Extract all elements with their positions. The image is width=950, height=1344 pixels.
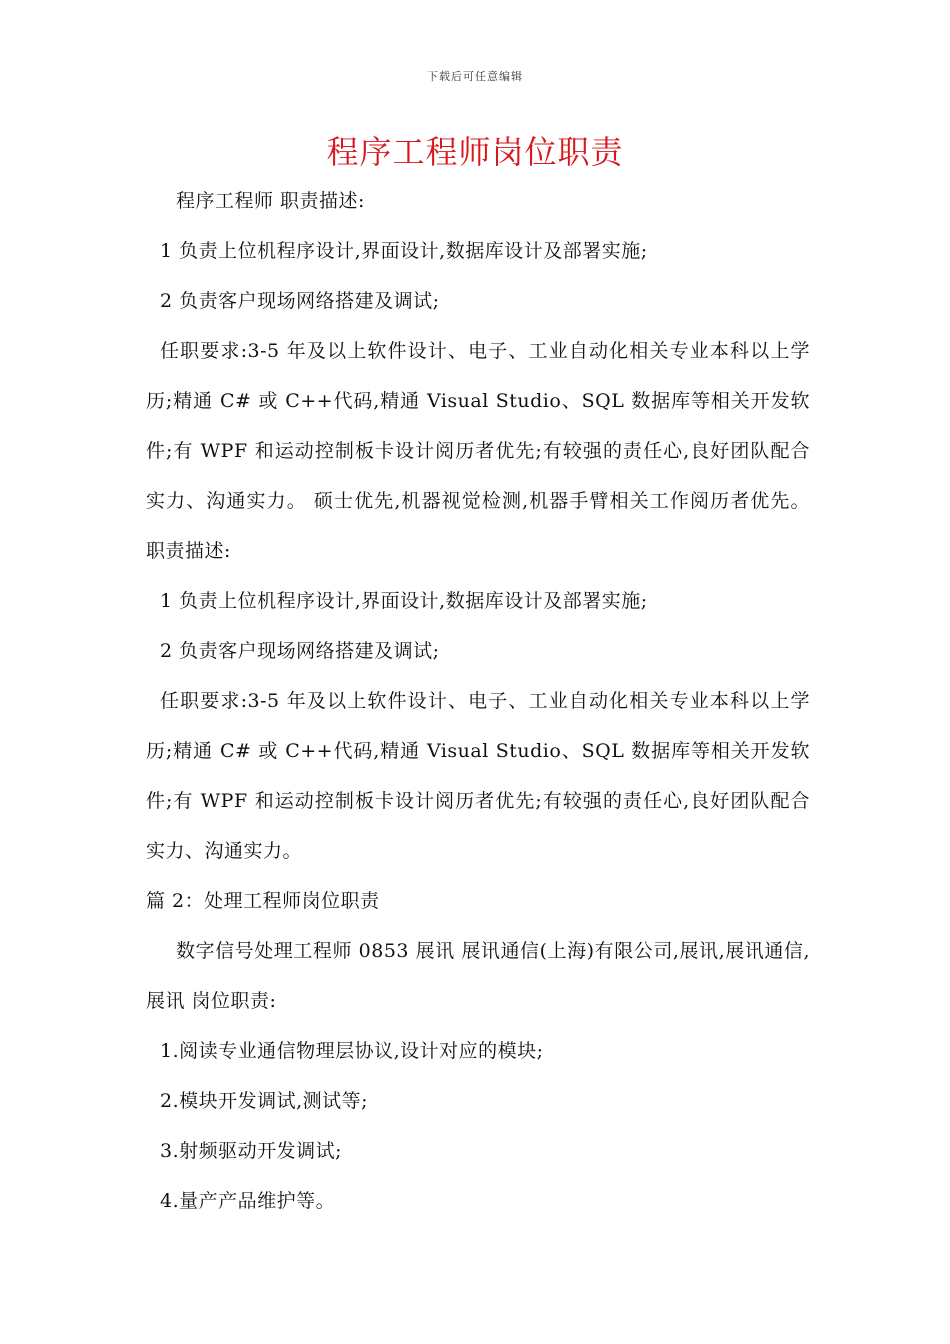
page-header-note: 下载后可任意编辑 — [427, 70, 523, 83]
paragraph: 1 负责上位机程序设计,界面设计,数据库设计及部署实施; — [160, 240, 648, 262]
paragraph: 3.射频驱动开发调试; — [160, 1140, 343, 1162]
paragraph: 任职要求:3-5 年及以上软件设计、电子、工业自动化相关专业本科以上学历;精通 C# 或 C++代码,精通 Visual Studio、SQL 数据库等相关开发软件;有 WPF 和运动控制板卡设计阅历者优先;有较强的责任心,良好团队配合实力、沟通实力。 — [146, 690, 810, 862]
paragraph: 任职要求:3-5 年及以上软件设计、电子、工业自动化相关专业本科以上学历;精通 C# 或 C++代码,精通 Visual Studio、SQL 数据库等相关开发软件;有 WPF 和运动控制板卡设计阅历者优先;有较强的责任心,良好团队配合实力、沟通实力。 硕士优先,机器视觉检测,机器手臂相关工作阅历者优先。 职责描述: — [146, 340, 810, 562]
paragraph: 程序工程师 职责描述: — [176, 190, 365, 212]
paragraph: 4.量产产品维护等。 — [160, 1190, 336, 1212]
paragraph: 2 负责客户现场网络搭建及调试; — [160, 290, 440, 312]
paragraph: 数字信号处理工程师 0853 展讯 展讯通信(上海)有限公司,展讯,展讯通信,展讯 岗位职责: — [146, 940, 810, 1012]
paragraph: 2.模块开发调试,测试等; — [160, 1090, 369, 1112]
paragraph: 1 负责上位机程序设计,界面设计,数据库设计及部署实施; — [160, 590, 648, 612]
paragraph: 2 负责客户现场网络搭建及调试; — [160, 640, 440, 662]
document-title: 程序工程师岗位职责 — [326, 133, 624, 171]
document-body — [146, 176, 810, 1226]
section-heading: 篇 2：处理工程师岗位职责 — [146, 890, 380, 912]
paragraph: 1.阅读专业通信物理层协议,设计对应的模块; — [160, 1040, 544, 1062]
